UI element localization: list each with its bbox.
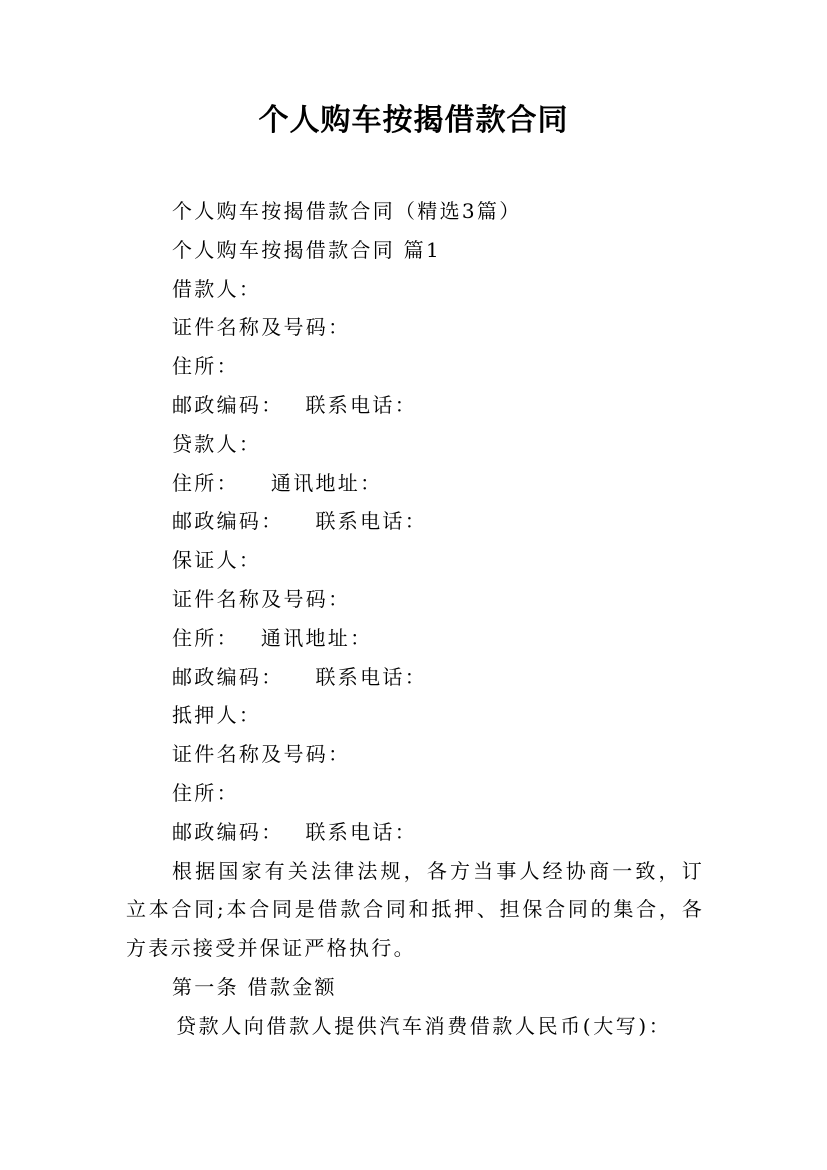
field-lender-address: 住所： 通讯地址： <box>172 470 383 495</box>
field-mortgagor: 抵押人： <box>172 703 262 728</box>
field-guarantor-id: 证件名称及号码： <box>172 586 351 611</box>
field-guarantor-postcode-phone: 邮政编码： 联系电话： <box>172 664 427 689</box>
preamble-paragraph: 根据国家有关法律法规，各方当事人经协商一致，订立本合同;本合同是借款合同和抵押、担保合同的集合，各方表示接受并保证严格执行。 <box>126 858 704 961</box>
field-lender: 贷款人： <box>172 431 262 456</box>
field-mortgagor-address: 住所： <box>172 780 239 805</box>
document-body <box>126 192 704 1046</box>
document-subtitle: 个人购车按揭借款合同（精选3篇） <box>172 199 522 223</box>
field-borrower: 借款人： <box>172 276 262 301</box>
field-mortgagor-postcode-phone: 邮政编码： 联系电话： <box>172 819 417 844</box>
field-guarantor-address: 住所： 通讯地址： <box>172 625 373 650</box>
article-heading: 第一条 借款金额 <box>172 974 337 999</box>
field-guarantor: 保证人： <box>172 548 262 573</box>
field-lender-postcode-phone: 邮政编码： 联系电话： <box>172 509 427 534</box>
field-borrower-postcode-phone: 邮政编码： 联系电话： <box>172 392 417 417</box>
field-borrower-id: 证件名称及号码： <box>172 315 351 340</box>
section-heading: 个人购车按揭借款合同 篇1 <box>172 237 441 262</box>
document-title: 个人购车按揭借款合同 <box>258 103 569 138</box>
field-borrower-address: 住所： <box>172 354 239 379</box>
field-mortgagor-id: 证件名称及号码： <box>172 742 351 767</box>
loan-amount-line: 贷款人向借款人提供汽车消费借款人民币(大写)： <box>176 1013 672 1038</box>
